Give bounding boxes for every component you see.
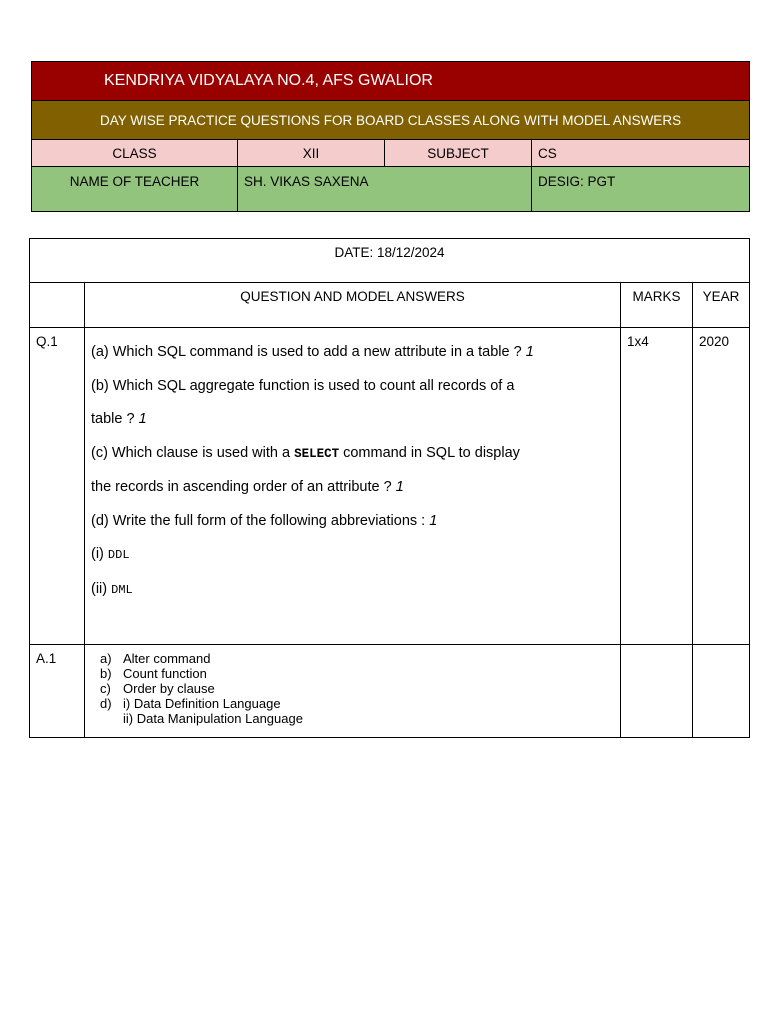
question-part-d <box>91 505 614 539</box>
teacher-name: SH. VIKAS SAXENA <box>238 167 532 212</box>
teacher-label: NAME OF TEACHER <box>32 167 238 212</box>
answer-text: ii) Data Manipulation Language <box>123 711 303 726</box>
question-row <box>30 328 750 645</box>
question-marks: 1x4 <box>621 328 693 645</box>
answer-item <box>100 651 614 666</box>
school-name: KENDRIYA VIDYALAYA NO.4, AFS GWALIOR <box>32 62 750 101</box>
question-body <box>85 328 621 645</box>
subtitle-row <box>32 101 750 140</box>
question-part-b-text: table ? <box>91 411 139 427</box>
question-part-c-mark: 1 <box>395 479 404 495</box>
answer-list <box>91 651 614 726</box>
answer-marker: d) <box>100 696 112 711</box>
column-year-header: YEAR <box>693 283 750 328</box>
abbr-ddl: DDL <box>107 548 130 562</box>
answer-text: Order by clause <box>123 681 215 696</box>
header-table <box>31 61 750 212</box>
column-header-row <box>30 283 750 328</box>
class-value: XII <box>238 140 385 167</box>
designation: DESIG: PGT <box>532 167 750 212</box>
answer-item-continuation <box>123 711 614 726</box>
class-label: CLASS <box>32 140 238 167</box>
document-subtitle: DAY WISE PRACTICE QUESTIONS FOR BOARD CLASSES ALONG WITH MODEL ANSWERS <box>32 101 750 140</box>
answer-year <box>693 645 750 738</box>
question-part-a-mark: 1 <box>525 344 534 360</box>
header-blank-cell <box>30 283 85 328</box>
date-row <box>30 239 750 283</box>
answer-item <box>100 696 614 711</box>
question-part-c-text: (c) Which clause is used with a <box>91 444 295 461</box>
question-part-b-line1: (b) Which SQL aggregate function is used to count all records of a <box>91 377 515 394</box>
teacher-row <box>32 167 750 212</box>
question-part-c-text-end: the records in ascending order of an attribute ? <box>91 479 396 495</box>
answer-text: Alter command <box>123 651 211 666</box>
question-table <box>29 238 750 738</box>
column-question-header: QUESTION AND MODEL ANSWERS <box>85 283 621 328</box>
sql-keyword-select: SELECT <box>294 446 340 461</box>
question-part-c-line2 <box>91 471 614 505</box>
answer-text: Count function <box>123 666 207 681</box>
question-part-d-text: (d) Write the full form of the following abbreviations : <box>91 512 430 529</box>
subject-label: SUBJECT <box>385 140 532 167</box>
title-row <box>32 62 750 101</box>
question-part-d-ii-label: (ii) <box>91 580 112 597</box>
question-year: 2020 <box>693 328 750 645</box>
answer-item <box>100 666 614 681</box>
date-text: DATE: 18/12/2024 <box>30 239 750 283</box>
answer-marks <box>621 645 693 738</box>
abbr-dml: DML <box>111 582 133 597</box>
answer-text: i) Data Definition Language <box>123 696 281 711</box>
answer-item <box>100 681 614 696</box>
answer-marker: a) <box>100 651 112 666</box>
answer-body <box>85 645 621 738</box>
question-part-c-line1 <box>91 437 614 472</box>
question-part-a-text: (a) Which SQL command is used to add a new attribute in a table ? <box>91 344 526 360</box>
answer-marker: b) <box>100 666 112 681</box>
column-marks-header: MARKS <box>621 283 693 328</box>
answer-label: A.1 <box>30 645 85 738</box>
answer-row <box>30 645 750 738</box>
question-part-c-text-cont: command in SQL to display <box>339 444 520 461</box>
question-part-d-i <box>91 538 614 573</box>
subject-value: CS <box>532 140 750 167</box>
answer-marker: c) <box>100 681 111 696</box>
question-label: Q.1 <box>30 328 85 645</box>
question-part-b-line2 <box>91 403 614 437</box>
question-part-b-mark: 1 <box>138 411 147 427</box>
question-part-a <box>91 336 614 370</box>
question-part-d-mark: 1 <box>429 512 438 529</box>
question-part-d-i-label: (i) <box>91 546 108 562</box>
question-part-d-ii <box>91 573 614 608</box>
class-row <box>32 140 750 167</box>
